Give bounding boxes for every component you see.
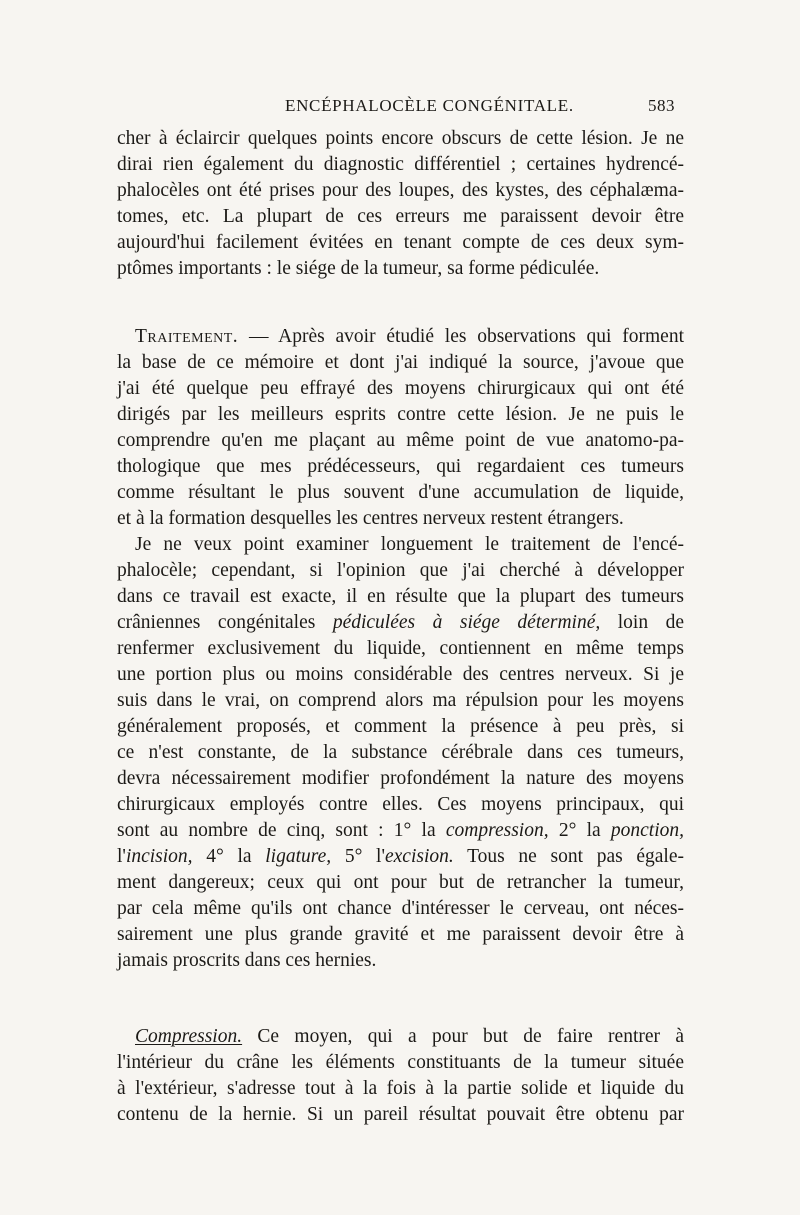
- text-line: renfermer exclusivement du liquide, contiennent en même temps: [117, 638, 684, 659]
- text-line: ment dangereux; ceux qui ont pour but de retrancher la tumeur,: [117, 872, 684, 893]
- text-line: ce n'est constante, de la substance cérébrale dans ces tumeurs,: [117, 742, 684, 763]
- text-line: par cela même qu'ils ont chance d'intéresser le cerveau, ont néces-: [117, 898, 684, 919]
- paragraph-treatment-discussion: [117, 532, 684, 974]
- text-line: [117, 844, 684, 870]
- text-line: [117, 324, 684, 350]
- text-run: 2° la: [548, 820, 611, 841]
- text-line: [117, 610, 684, 636]
- text-line: généralement proposés, et comment la présence à peu près, si: [117, 716, 684, 737]
- text-line: [117, 1024, 684, 1050]
- italic-term: excision.: [385, 846, 454, 867]
- text-line: comme résultant le plus souvent d'une accumulation de liquide,: [117, 482, 684, 503]
- text-line: l'intérieur du crâne les éléments constituants de la tumeur située: [117, 1052, 684, 1073]
- text-line: phalocèles ont été prises pour des loupes, des kystes, des céphalæma-: [117, 180, 684, 201]
- page-number: 583: [648, 96, 675, 115]
- heading-dash: —: [238, 326, 279, 347]
- running-header: [285, 96, 675, 116]
- text-line: comprendre qu'en me plaçant au même point de vue anatomo-pa-: [117, 430, 684, 451]
- italic-term: ponction,: [610, 820, 684, 841]
- text-line: Je ne veux point examiner longuement le traitement de l'encé-: [135, 534, 684, 555]
- text-line: une portion plus ou moins considérable des centres nerveux. Si je: [117, 664, 684, 685]
- text-line: sairement une plus grande gravité et me paraissent devoir être à: [117, 924, 684, 945]
- text-line: tomes, etc. La plupart de ces erreurs me paraissent devoir être: [117, 206, 684, 227]
- text-line: à l'extérieur, s'adresse tout à la fois à la partie solide et liquide du: [117, 1078, 684, 1099]
- paragraph-traitement: [117, 324, 684, 532]
- text-line: la base de ce mémoire et dont j'ai indiqué la source, j'avoue que: [117, 352, 684, 373]
- text-line: dirigés par les meilleurs esprits contre cette lésion. Je ne puis le: [117, 404, 684, 425]
- section-heading-traitement: Traitement.: [135, 326, 239, 347]
- text-run: loin de: [600, 612, 684, 633]
- text-run: 5° l': [331, 846, 385, 867]
- text-line: cher à éclaircir quelques points encore obscurs de cette lésion. Je ne: [117, 128, 684, 149]
- text-run: crâniennes congénitales: [117, 612, 333, 633]
- text-line: et à la formation desquelles les centres nerveux restent étrangers.: [117, 508, 624, 529]
- running-title: ENCÉPHALOCÈLE CONGÉNITALE.: [285, 96, 574, 115]
- text-line: dans ce travail est exacte, il en résulte que la plupart des tumeurs: [117, 586, 684, 607]
- text-run: Ce moyen, qui a pour but de faire rentrer à: [242, 1026, 684, 1047]
- text-run: 4° la: [192, 846, 266, 867]
- italic-term: incision,: [125, 846, 193, 867]
- text-line: j'ai été quelque peu effrayé des moyens chirurgicaux qui ont été: [117, 378, 684, 399]
- text-line: ptômes importants : le siége de la tumeur, sa forme pédiculée.: [117, 258, 600, 279]
- text-run: Après avoir étudié les observations qui forment: [278, 326, 684, 347]
- italic-phrase: pédiculées à siége déterminé,: [332, 612, 601, 633]
- text-line: devra nécessairement modifier profondément la nature des moyens: [117, 768, 684, 789]
- text-line: contenu de la hernie. Si un pareil résultat pouvait être obtenu par: [117, 1104, 684, 1125]
- paragraph-compression: [117, 1024, 684, 1128]
- text-line: thologique que mes prédécesseurs, qui regardaient ces tumeurs: [117, 456, 684, 477]
- text-run: sont au nombre de cinq, sont : 1° la: [117, 820, 446, 841]
- text-run: l': [117, 846, 126, 867]
- text-line: phalocèle; cependant, si l'opinion que j'ai cherché à développer: [117, 560, 684, 581]
- text-line: dirai rien également du diagnostic différentiel ; certaines hydrencé-: [117, 154, 684, 175]
- italic-term: ligature,: [265, 846, 332, 867]
- paragraph-continuation: [117, 126, 684, 282]
- italic-term: compression,: [445, 820, 549, 841]
- text-line: suis dans le vrai, on comprend alors ma répulsion pour les moyens: [117, 690, 684, 711]
- text-run: Tous ne sont pas égale-: [453, 846, 684, 867]
- section-heading-compression: Compression.: [135, 1026, 243, 1047]
- text-line: jamais proscrits dans ces hernies.: [117, 950, 377, 971]
- text-line: [117, 818, 684, 844]
- text-line: aujourd'hui facilement évitées en tenant compte de ces deux sym-: [117, 232, 684, 253]
- text-line: chirurgicaux employés contre elles. Ces moyens principaux, qui: [117, 794, 684, 815]
